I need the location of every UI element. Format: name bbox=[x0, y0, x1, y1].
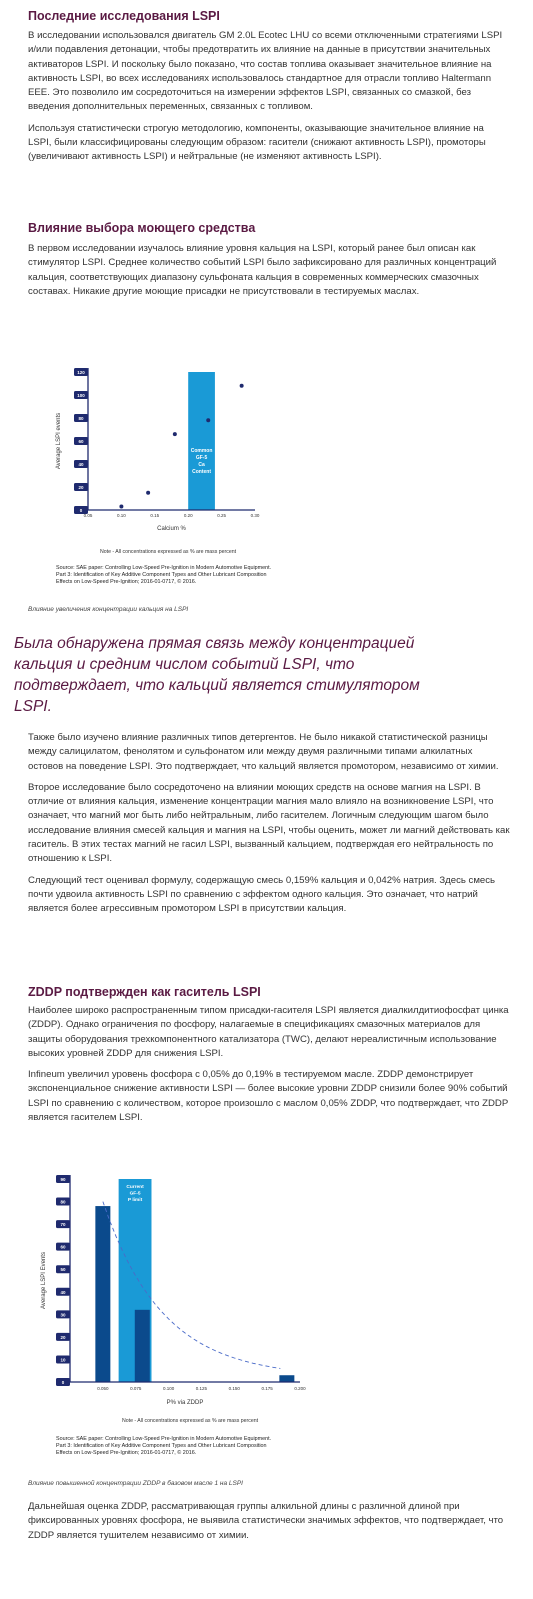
chart-note: Note - All concentrations expressed as % are mass percent bbox=[100, 549, 237, 555]
paragraph: Следующий тест оценивал формулу, содержащую смесь 0,159% кальция и 0,042% натрия. Здесь смесь почти удвоила активность LSPI по сравнению с эффектом одного кальция. Это означает, что натрий является более агрессивным промотором LSPI в присутствии кальция. bbox=[28, 874, 496, 915]
y-tick-label: 40 bbox=[60, 1289, 66, 1295]
band-label: P limit bbox=[127, 1198, 143, 1203]
section-detergent-types-body bbox=[28, 731, 510, 917]
y-tick-label: 90 bbox=[60, 1177, 66, 1182]
y-tick-label: 20 bbox=[60, 1334, 66, 1340]
x-tick-label: 0.175 bbox=[261, 1386, 273, 1391]
source-line: Source: SAE paper: Controlling Low-Speed Pre-Ignition in Modern Automotive Equipment. bbox=[56, 1436, 272, 1442]
band-label: Ca bbox=[198, 462, 205, 468]
source-line: Part 3: Identification of Key Additive Component Types and Other Lubricant Composition bbox=[56, 1442, 267, 1449]
section-recent-research-body bbox=[28, 29, 510, 165]
x-axis-label: Calcium % bbox=[157, 526, 186, 532]
y-tick-label: 60 bbox=[78, 439, 84, 444]
section-title-zddp: ZDDP подтвержден как гаситель LSPI bbox=[28, 985, 261, 999]
paragraph: Infineum увеличил уровень фосфора с 0,05% до 0,19% в тестируемом масле. ZDDP демонстрирует экспоненциальное снижение активности LSPI — более высокие уровни ZDDP снизили более 90% событий LSPI по сравнению с количеством, которое произошло с маслом 0,05% ZDDP, что подтверждает, что ZDDP является гасителем LSPI. bbox=[28, 1069, 509, 1124]
calcium-band bbox=[188, 372, 215, 510]
x-tick-label: 0.10 bbox=[117, 513, 126, 518]
y-tick-label: 50 bbox=[60, 1267, 66, 1273]
source-line: Effects on Low-Speed Pre-Ignition; 2016-01-0717, © 2016. bbox=[56, 578, 197, 585]
paragraph: Наиболее широко распространенным типом присадки-гасителя LSPI является диалкилдитиофосфат цинка (ZDDP). Однако ограничения по фосфору, налагаемые в спецификациях смазочных материалов для защиты оборудования трехкомпонентного катализатора (TWC), делают нереалистичным использование высоких уровней ZDDP для снижения LSPI. bbox=[28, 1005, 509, 1059]
x-tick-label: 0.075 bbox=[130, 1386, 142, 1391]
y-axis-label: Average LSPI events bbox=[56, 412, 62, 470]
band-label: Content bbox=[192, 469, 212, 475]
x-tick-label: 0.20 bbox=[183, 513, 193, 518]
band-label: GF-5 bbox=[129, 1191, 141, 1197]
pull-quote: Была обнаружена прямая связь между концентрацией кальция и средним числом событий LSPI, что подтверждает, что кальций является стимулятором LSPI. bbox=[14, 635, 420, 715]
y-tick-label: 80 bbox=[78, 416, 84, 421]
section-title-recent-research: Последние исследования LSPI bbox=[28, 9, 220, 23]
band-label: Current bbox=[126, 1185, 144, 1190]
y-axis-label: Average LSPI Events bbox=[41, 1252, 47, 1309]
chart-caption: Влияние повышенной концентрации ZDDP в базовом масле 1 на LSPI bbox=[28, 1480, 243, 1487]
y-tick-label: 70 bbox=[60, 1222, 66, 1228]
bar bbox=[95, 1206, 110, 1382]
y-tick-label: 0 bbox=[79, 508, 83, 513]
x-tick-label: 0.30 bbox=[250, 513, 260, 518]
paragraph: В первом исследовании изучалось влияние уровня кальция на LSPI, который ранее был описан как стимулятор LSPI. Среднее количество событий LSPI было зафиксировано для различных концентраций кальция, соответствующих диапазону сульфоната кальция в современных коммерческих смазочных составах. Никакие другие моющие присадки не присутствовали в тестируемых маслах. bbox=[28, 243, 497, 297]
section-zddp-body bbox=[28, 1004, 510, 1125]
bar bbox=[135, 1310, 150, 1382]
x-tick-label: 0.15 bbox=[150, 513, 160, 518]
x-tick-label: 0.25 bbox=[217, 513, 226, 518]
calcium-lspi-chart bbox=[40, 358, 280, 543]
x-tick-label: 0.200 bbox=[294, 1386, 306, 1391]
y-tick-label: 0 bbox=[61, 1380, 65, 1385]
paragraph: В исследовании использовался двигатель GM 2.0L Ecotec LHU со всеми отключенными стратегиями LSPI и/или подавления детонации, чтобы предотвратить их влияние на данные в присутствии значительных активаторов LSPI. И поскольку было показано, что состав топлива оказывает значительное влияние на активность LSPI, во всех исследованиях использовалось стандартное для отрасли топливо Haltermann EEE. Это позволило им сосредоточиться на измерении эффектов LSPI, связанных со смазкой, без введения дополнительных переменных, связанных с топливом. bbox=[28, 30, 503, 113]
y-tick-label: 80 bbox=[60, 1199, 66, 1205]
x-axis-label: P% via ZDDP bbox=[166, 1400, 204, 1406]
y-tick-label: 100 bbox=[77, 393, 85, 398]
x-tick-label: 0.050 bbox=[97, 1386, 109, 1391]
section-detergent-body bbox=[28, 242, 510, 299]
band-label: Common bbox=[190, 448, 213, 454]
data-point bbox=[206, 418, 210, 422]
paragraph: Дальнейшая оценка ZDDP, рассматривающая группы алкильной длины с различной длиной при фиксированных уровнях фосфора, не выявила статистически значимых эффектов, что подтверждает, что ZDDP является тушителем независимо от химии. bbox=[28, 1501, 504, 1541]
chart-source bbox=[56, 1436, 356, 1456]
chart-caption: Влияние увеличения концентрации кальция на LSPI bbox=[28, 606, 189, 613]
chart-source bbox=[56, 565, 356, 585]
data-point bbox=[240, 384, 244, 388]
band-label: GF-5 bbox=[195, 455, 208, 461]
y-tick-label: 30 bbox=[60, 1312, 66, 1318]
y-tick-label: 20 bbox=[78, 485, 84, 490]
y-tick-label: 10 bbox=[60, 1357, 66, 1363]
x-tick-label: 0.125 bbox=[195, 1386, 208, 1391]
bar bbox=[279, 1375, 294, 1382]
section-zddp-further-body bbox=[28, 1500, 510, 1543]
source-line: Part 3: Identification of Key Additive Component Types and Other Lubricant Composition bbox=[56, 571, 267, 578]
x-tick-label: 0.100 bbox=[162, 1386, 175, 1391]
source-line: Source: SAE paper: Controlling Low-Speed Pre-Ignition in Modern Automotive Equipment. bbox=[56, 565, 272, 571]
data-point bbox=[146, 491, 150, 495]
source-line: Effects on Low-Speed Pre-Ignition; 2016-01-0717, © 2016. bbox=[56, 1449, 197, 1456]
x-tick-label: 0.150 bbox=[228, 1386, 240, 1391]
chart-note: Note - All concentrations expressed as % are mass percent bbox=[122, 1418, 259, 1424]
data-point bbox=[173, 432, 177, 436]
data-point bbox=[119, 505, 123, 509]
x-tick-label: 0.05 bbox=[83, 513, 93, 518]
y-tick-label: 120 bbox=[77, 370, 85, 375]
zddp-lspi-chart bbox=[40, 1173, 315, 1418]
paragraph: Используя статистически строгую методологию, компоненты, оказывающие значительное влияние на LSPI, были классифицированы следующим образом: гасители (снижают активность LSPI), промоторы (увеличивают активность LSPI) и нейтральные (не изменяют активность LSPI). bbox=[28, 122, 486, 163]
paragraph: Также было изучено влияние различных типов детергентов. Не было никакой статистической разницы между салицилатом, фенолятом и сульфонатом или между двумя различными типами алкилатных остовов на поведение LSPI. Это подтверждает, что кальций является промотором, независимо от химии. bbox=[28, 732, 499, 772]
section-title-detergent: Влияние выбора моющего средства bbox=[28, 221, 256, 235]
y-tick-label: 40 bbox=[78, 462, 84, 467]
y-tick-label: 60 bbox=[60, 1244, 66, 1250]
paragraph: Второе исследование было сосредоточено на влиянии моющих средств на основе магния на LSPI. В отличие от влияния кальция, изменение концентрации магния мало влияло на возникновение LSPI, что означает, что магний мог быть либо нейтральным, либо гасителем. Логичным следующим шагом было исследование влияния смесей кальция и магния на LSPI, чтобы оценить, может ли магний действовать как гаситель. В этих тестах магний не гасил LSPI, вызванный кальцием, подтверждая его нейтральность по отношению к LSPI. bbox=[28, 781, 510, 865]
